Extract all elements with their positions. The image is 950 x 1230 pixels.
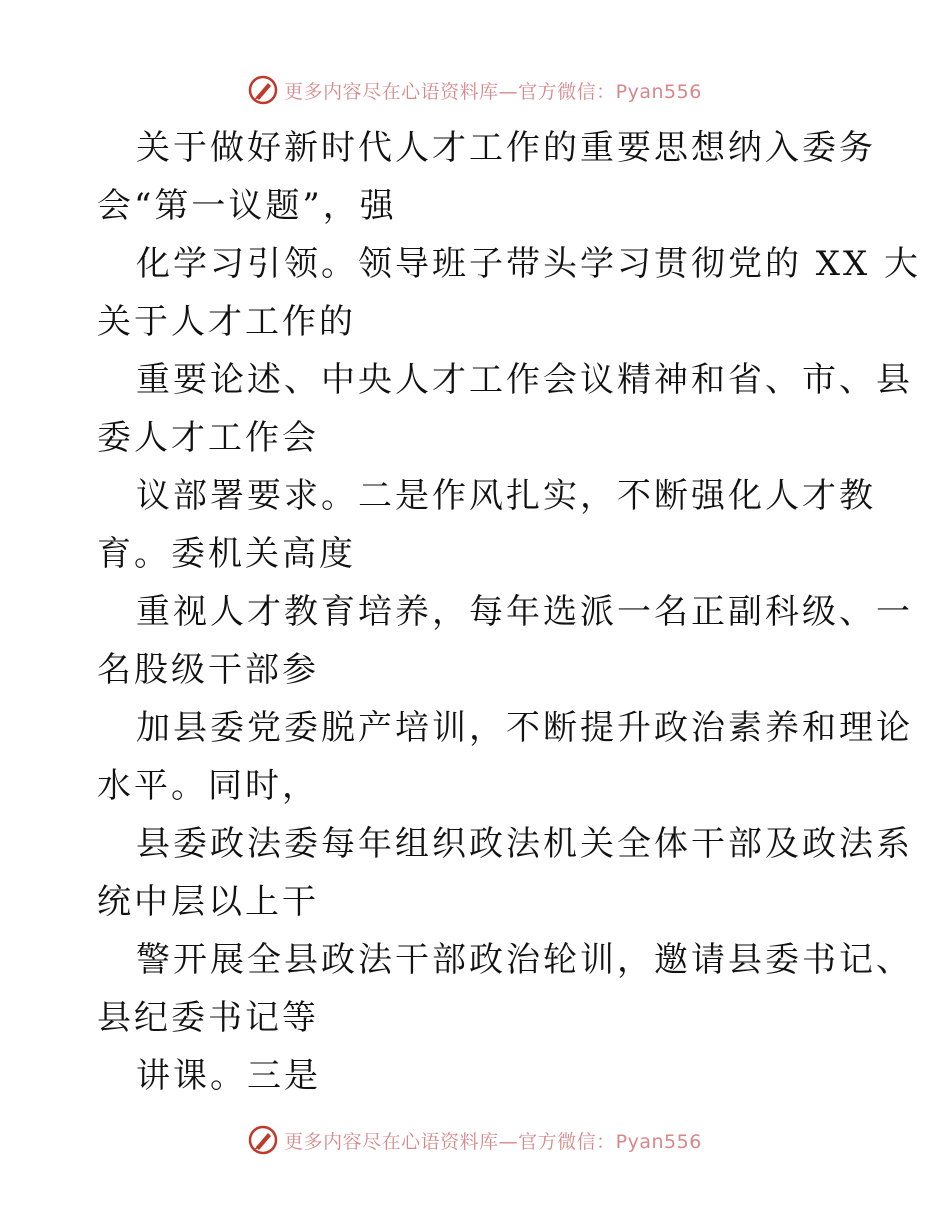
body-line: 关于人才工作的 [97,302,356,342]
body-line: 育。委机关高度 [97,534,356,574]
body-line: 议部署要求。二是作风扎实，不断强化人才教 [136,476,876,516]
body-line: 加县委党委脱产培训，不断提升政治素养和理论 [136,708,913,748]
watermark-text: 更多内容尽在心语资料库—官方微信：Pyan556 [284,1130,702,1153]
body-line: 警开展全县政法干部政治轮训，邀请县委书记、 [136,940,913,980]
body-line: 县纪委书记等 [97,998,319,1038]
watermark-text: 更多内容尽在心语资料库—官方微信：Pyan556 [284,80,702,103]
watermark-footer [0,1120,950,1160]
body-line: 统中层以上干 [97,882,319,922]
body-line: 会“第一议题”，强 [97,186,397,226]
pen-logo-icon [248,75,278,105]
body-line: 重视人才教育培养，每年选派一名正副科级、一 [136,592,913,632]
body-line: 重要论述、中央人才工作会议精神和省、市、县 [136,360,913,400]
body-line: 委人才工作会 [97,418,319,458]
body-line: 关于做好新时代人才工作的重要思想纳入委务 [136,128,876,168]
pen-logo-icon [248,1125,278,1155]
body-line: 水平。同时， [97,766,319,806]
watermark-header [0,70,950,110]
body-line: 化学习引领。领导班子带头学习贯彻党的 XX 大 [136,244,922,284]
body-line: 讲课。三是 [136,1056,321,1096]
body-line: 名股级干部参 [97,650,319,690]
body-line: 县委政法委每年组织政法机关全体干部及政法系 [136,824,913,864]
